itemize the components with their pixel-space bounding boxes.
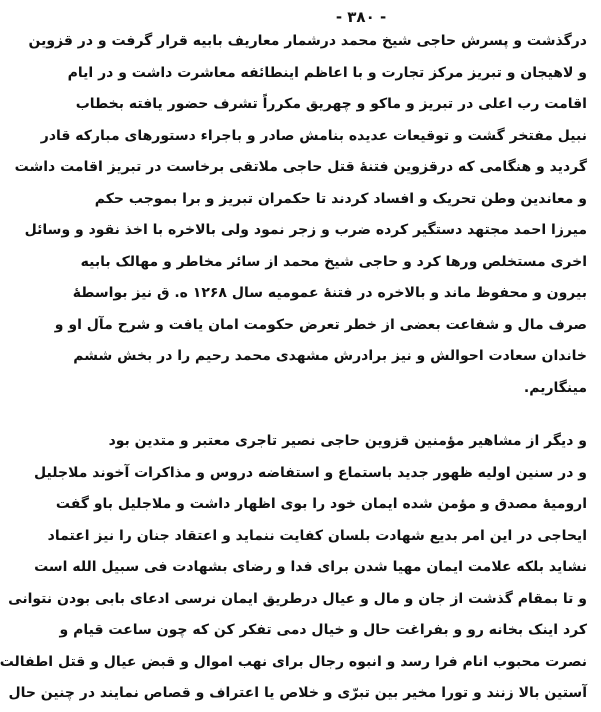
text-line: و دیگر از مشاهیر مؤمنین قزوین حاجی نصیر تاجری معتبر و متدین بود [108, 433, 587, 449]
page-number: - ۳۸۰ - [335, 8, 387, 26]
text-line: و لاهیجان و تبریز مرکز تجارت و با اعاظم اینطائفه معاشرت داشت و در ایام [67, 64, 587, 81]
paragraph-2 [0, 426, 587, 710]
text-line: اخری مستخلص ورها کرد و حاجی شیخ محمد از سائر مخاطر و مهالک بابیه [80, 253, 587, 270]
text-line: و در سنین اولیه ظهور جدید باستماع و استفاضه دروس و مذاکرات آخوند ملاجلیل [34, 464, 587, 481]
text-line: اقامت رب اعلی در تبریز و ماکو و چهریق مکرراً تشرف حضور یافته بخطاب [75, 96, 587, 112]
text-line: و تا بمقام گذشت از جان و مال و عیال درطریق ایمان نرسی ادعای بابی بودن نتوانی [8, 590, 587, 607]
text-line: نصرت محبوب انام فرا رسد و انبوه رجال برای نهب اموال و قبض عیال و قتل اطفالت [0, 653, 587, 670]
text-line: نبیل مفتخر گشت و توقیعات عدیده بنامش صادر و باجراء دستورهای مبارکه قادر [40, 127, 587, 144]
text-line: ارومیهٔ مصدق و مؤمن شده ایمان خود را بوی اظهار داشت و ملاجلیل باو گفت [55, 496, 587, 512]
paragraph-spacer [135, 404, 587, 426]
text-line: ایحاجی در این امر بدیع شهادت بلسان کفایت ننماید و اعتقاد جنان را نیز اعتماد [47, 527, 587, 544]
text-line: درگذشت و پسرش حاجی شیخ محمد درشمار معاریف بابیه قرار گرفت و در قزوین [28, 33, 587, 49]
text-line: آستین بالا زنند و تورا مخیر بین تبرّی و خلاص یا اعتراف و قصاص نمایند در چنین حال [8, 685, 587, 701]
text-line: میرزا احمد مجتهد دستگیر کرده ضرب و زجر نمود ولی بالاخره با اخذ نقود و وسائل [24, 222, 587, 238]
text-line: کرد اینک بخانه رو و بفراغت حال و خیال دمی تفکر کن که چون ساعت قیام و [59, 622, 587, 638]
text-line: گردید و هنگامی که درقزوین فتنهٔ قتل حاجی ملاتقی برخاست در تبریز اقامت داشت [14, 159, 587, 175]
text-line: و معاندین وطن تحریک و افساد کردند تا حکمران تبریز و برا بموجب حکم [94, 190, 587, 207]
text-line: مینگاریم. [523, 379, 587, 396]
text-body [0, 26, 587, 710]
text-line: بیرون و محفوظ ماند و بالاخره در فتنهٔ عمومیه سال ۱۲۶۸ ه. ق نیز بواسطهٔ [72, 285, 587, 301]
text-line: خاندان سعادت احوالش و نیز برادرش مشهدی محمد رحیم را در بخش ششم [73, 348, 587, 364]
text-line: نشاید بلکه علامت ایمان مهیا شدن برای فدا و رضای بشهادت فی سبیل الله است [34, 559, 587, 575]
paragraph-1 [14, 26, 587, 404]
text-line: صرف مال و شفاعت بعضی از خطر تعرض حکومت امان یافت و شرح مآل او و [54, 316, 587, 333]
